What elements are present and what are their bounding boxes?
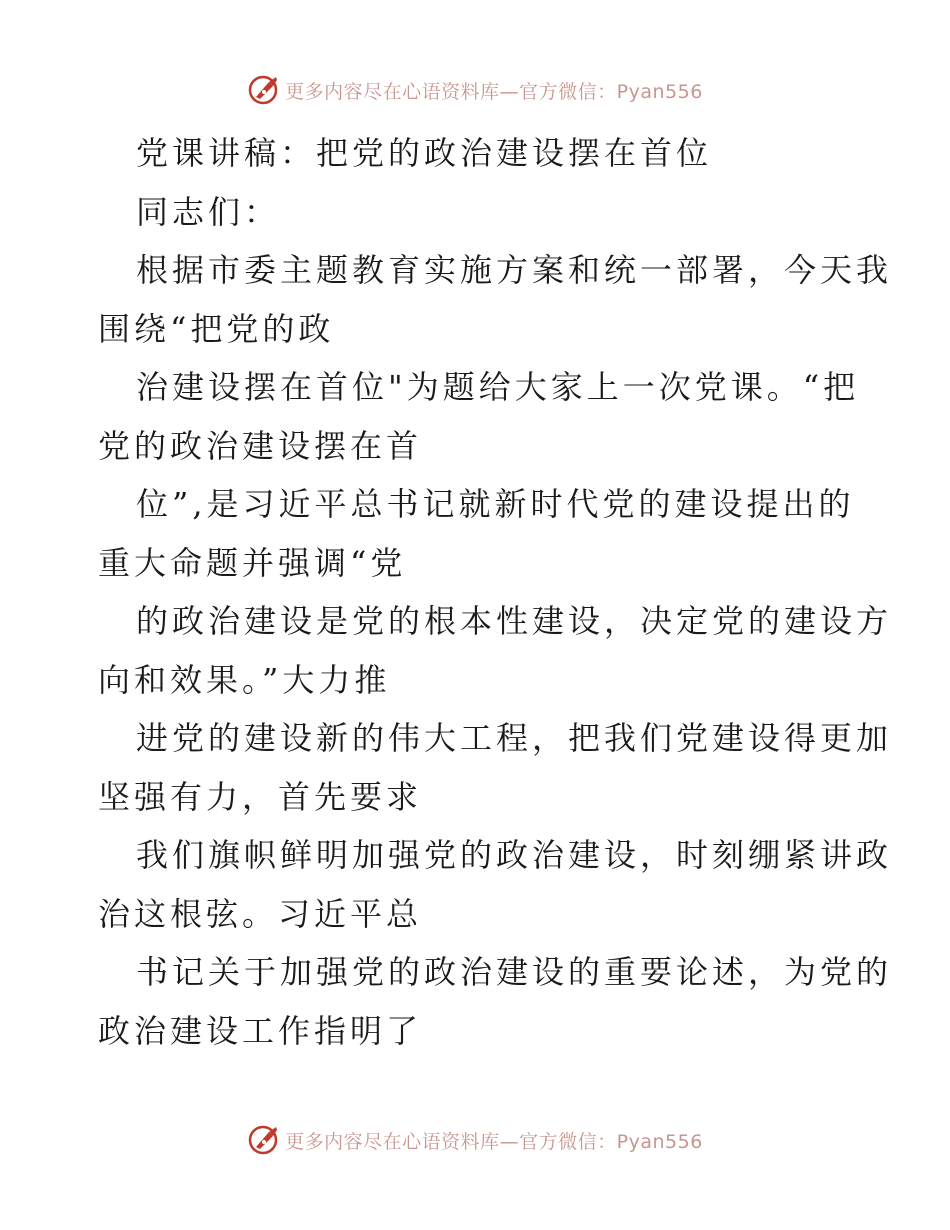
- header-watermark: [0, 70, 950, 110]
- text-line: 的政治建设是党的根本性建设，决定党的建设方: [136, 602, 893, 640]
- text-line: 位”,是习近平总书记就新时代党的建设提出的: [136, 485, 855, 523]
- text-line: 重大命题并强调“党: [98, 543, 407, 582]
- watermark-text: 更多内容尽在心语资料库—官方微信：Pyan556: [285, 1130, 703, 1153]
- text-line: 党的政治建设摆在首: [98, 426, 423, 465]
- document-title: 党课讲稿：把党的政治建设摆在首位: [136, 134, 713, 172]
- pen-nib-logo-icon: [247, 73, 281, 107]
- text-line: 坚强有力，首先要求: [98, 777, 423, 816]
- text-line: 治建设摆在首位"为题给大家上一次党课。“把: [136, 368, 860, 406]
- text-line: 政治建设工作指明了: [98, 1011, 423, 1050]
- text-line: 书记关于加强党的政治建设的重要论述，为党的: [136, 953, 893, 991]
- footer-watermark: [0, 1120, 950, 1160]
- text-line: 向和效果。”大力推: [98, 660, 391, 699]
- text-line: 根据市委主题教育实施方案和统一部署，今天我: [136, 251, 893, 289]
- text-line: 同志们：: [136, 192, 281, 231]
- watermark-text: 更多内容尽在心语资料库—官方微信：Pyan556: [285, 80, 703, 103]
- document-body: [98, 124, 893, 1060]
- text-line: 治这根弦。习近平总: [98, 894, 423, 933]
- text-line: 进党的建设新的伟大工程，把我们党建设得更加: [136, 719, 893, 757]
- pen-nib-logo-icon: [247, 1123, 281, 1157]
- text-line: 围绕“把党的政: [98, 309, 335, 348]
- text-line: 我们旗帜鲜明加强党的政治建设，时刻绷紧讲政: [136, 836, 893, 874]
